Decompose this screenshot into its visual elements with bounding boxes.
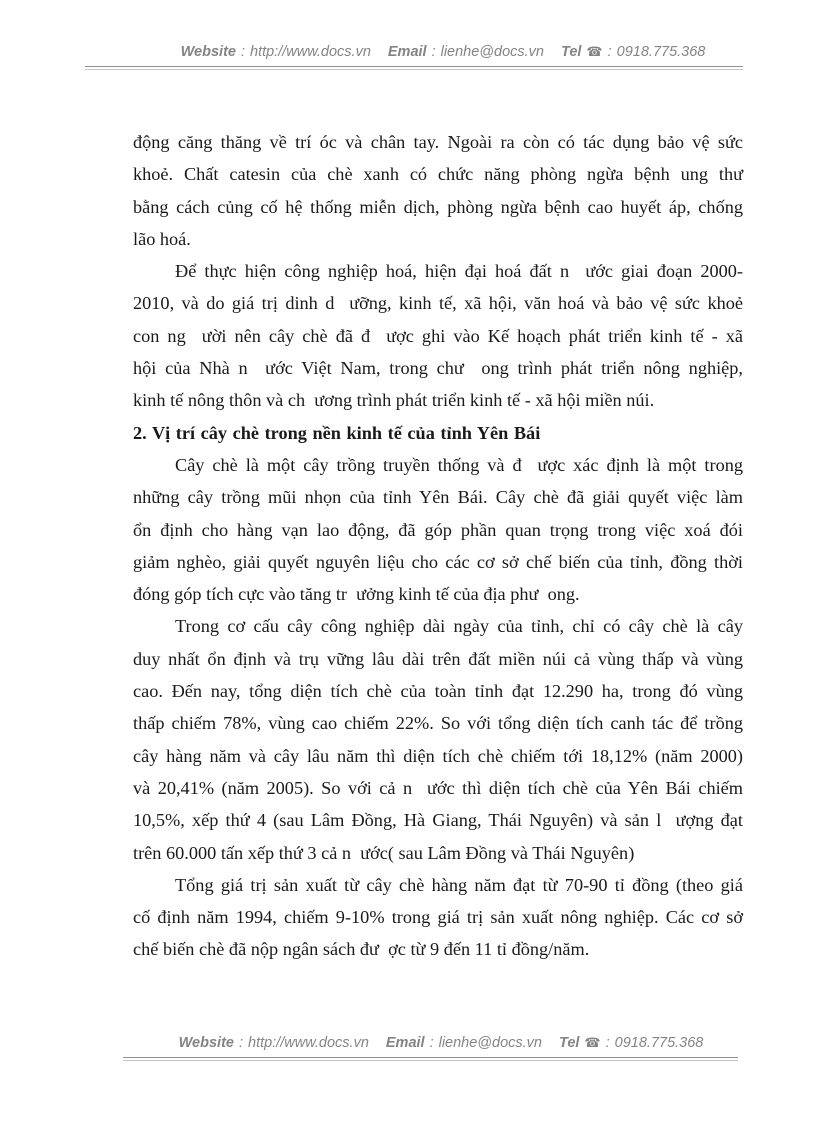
header-website-label: Website [180,44,236,60]
phone-icon: ☎ [586,44,603,59]
header-email-label: Email [387,44,427,60]
text-line: và 20,41% (năm 2005). So với cả n ước thì diện tích chè của Yên Bái chiếm [133,777,743,798]
footer-email-label: Email [385,1035,425,1051]
header-tel-value: 0918.775.368 [616,44,706,60]
footer-email-colon: : [429,1035,434,1051]
text-line: kinh tế nông thôn và ch ương trình phát triển kinh tế - xã hội miền núi. [133,390,655,411]
paragraph [133,449,743,610]
text-line: duy nhất ổn định và trụ vững lâu dài trên đất miền núi cả vùng thấp và vùng [133,648,743,669]
text-line: lão hoá. [133,228,191,249]
paragraph [133,869,743,966]
text-line: khoẻ. Chất catesin của chè xanh có chức năng phòng ngừa bệnh ung thư [133,164,743,185]
footer-website-label: Website [178,1035,234,1051]
paragraph [133,255,743,416]
text-line: thấp chiếm 78%, vùng cao chiếm 22%. So với tổng diện tích canh tác để trồng [133,713,743,734]
text-line: 10,5%, xếp thứ 4 (sau Lâm Đồng, Hà Giang, Thái Nguyên) và sản l ượng đạt [133,810,743,831]
text-line: chế biến chè đã nộp ngân sách đư ợc từ 9 đến 11 tỉ đồng/năm. [133,939,590,960]
text-line: trên 60.000 tấn xếp thứ 3 cả n ước( sau Lâm Đồng và Thái Nguyên) [133,842,635,863]
text-line: cao. Đến nay, tổng diện tích chè của toàn tỉnh đạt 12.290 ha, trong đó vùng [133,681,743,702]
footer-tel-label: Tel [559,1035,580,1051]
header-rule [85,66,743,70]
header-tel-label: Tel [561,44,582,60]
text-line: ổn định cho hàng vạn lao động, đã góp phần quan trọng trong việc xoá đói [133,519,743,540]
text-line: cây hàng năm và cây lâu năm thì diện tích chè chiếm tới 18,12% (năm 2000) [133,745,743,766]
text-line: Cây chè là một cây trồng truyền thống và đ ược xác định là một trong [175,454,743,475]
text-line: giảm nghèo, giải quyết nguyên liệu cho các cơ sở chế biến của tỉnh, đồng thời [133,551,743,572]
header-email-value: lienhe@docs.vn [440,44,544,60]
text-line: 2. Vị trí cây chè trong nền kinh tế của tỉnh Yên Bái [133,422,541,443]
text-line: bằng cách củng cố hệ thống miễn dịch, phòng ngừa bệnh cao huyết áp, chống [133,196,743,217]
header-website-value: http://www.docs.vn [250,44,371,60]
paragraph [133,126,743,255]
text-line: cố định năm 1994, chiếm 9-10% trong giá trị sản xuất nông nghiệp. Các cơ sở [133,907,743,928]
text-line: 2010, và do giá trị dinh d ưỡng, kinh tế, xã hội, văn hoá và bảo vệ sức khoẻ [133,293,743,314]
footer-tel-value: 0918.775.368 [614,1035,704,1051]
text-line: Để thực hiện công nghiệp hoá, hiện đại hoá đất n ước giai đoạn 2000- [175,261,743,282]
text-line: động căng thăng về trí óc và chân tay. Ngoài ra còn có tác dụng bảo vệ sức [133,132,743,152]
text-line: con ng ười nên cây chè đã đ ược ghi vào Kế hoạch phát triển kinh tế - xã [133,325,743,346]
text-line: Trong cơ cấu cây công nghiệp dài ngày của tỉnh, chỉ có cây chè là cây [175,616,743,637]
text-line: hội của Nhà n ước Việt Nam, trong chư ong trình phát triển nông nghiệp, [133,358,743,379]
paragraph [133,610,743,868]
footer-website-colon: : [238,1035,243,1051]
section-heading [133,417,743,449]
header-website-colon: : [240,44,245,60]
footer-website-value: http://www.docs.vn [248,1035,369,1051]
header-email-colon: : [431,44,436,60]
page-footer [133,1031,749,1055]
phone-icon: ☎ [584,1035,601,1050]
text-line: những cây trồng mũi nhọn của tỉnh Yên Bái. Cây chè đã giải quyết việc làm [133,487,743,508]
text-line: Tổng giá trị sản xuất từ cây chè hàng năm đạt từ 70-90 tỉ đồng (theo giá [175,874,743,895]
page-header [115,40,771,64]
text-line: đóng góp tích cực vào tăng tr ưởng kinh tế của địa phư ong. [133,584,580,605]
document-body [133,126,743,966]
header-tel-colon: : [607,44,612,60]
footer-email-value: lienhe@docs.vn [438,1035,542,1051]
footer-rule [123,1057,738,1061]
footer-tel-colon: : [605,1035,610,1051]
